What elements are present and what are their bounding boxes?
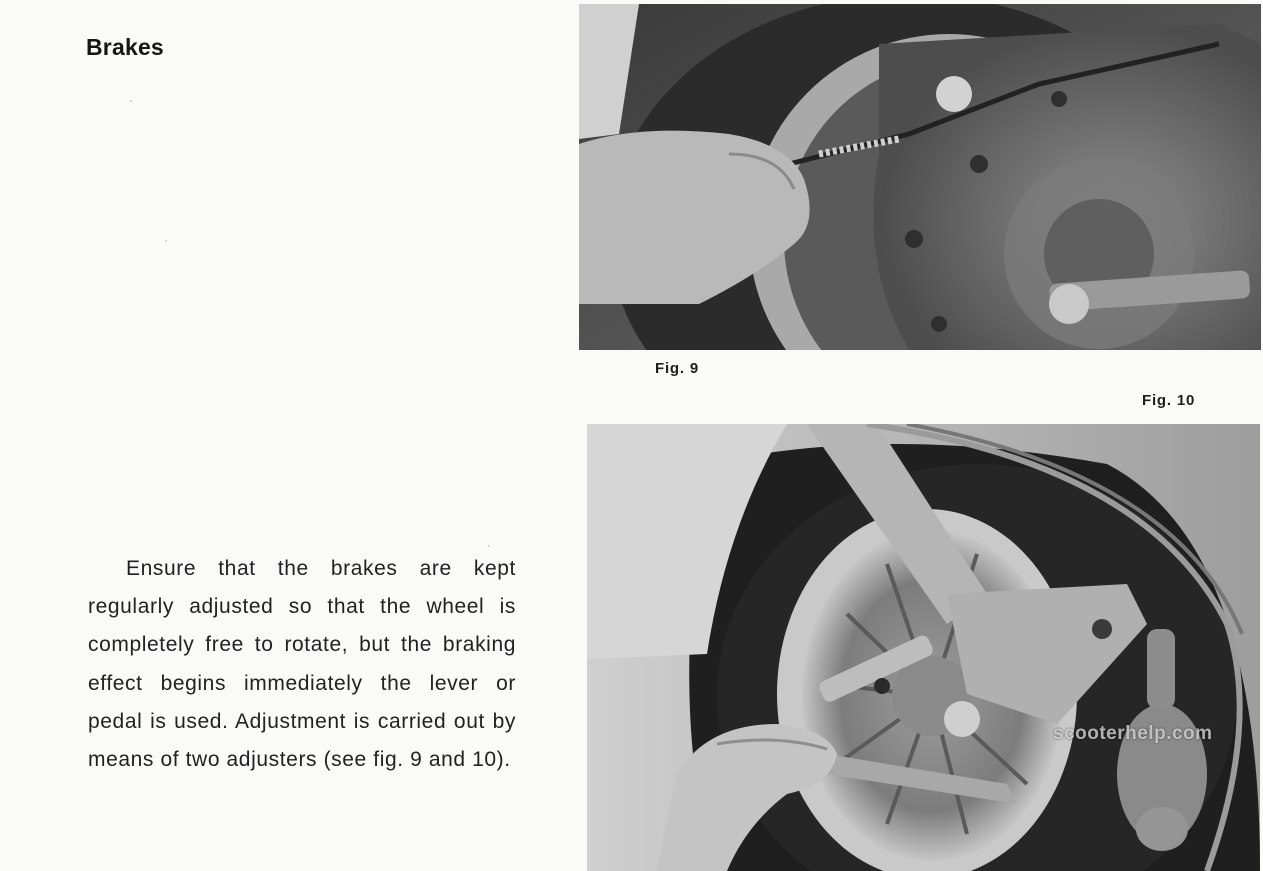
paper-speck: [488, 545, 490, 547]
figure-10-photo: [587, 424, 1260, 871]
figure-9-photo: [579, 4, 1261, 350]
figure-10-caption: Fig. 10: [1142, 392, 1196, 409]
section-heading: Brakes: [86, 34, 164, 60]
paper-speck: [130, 100, 132, 102]
paper-speck: [165, 240, 167, 242]
figure-9-caption: Fig. 9: [655, 360, 699, 377]
instruction-paragraph: Ensure that the brakes are kept regularly adjusted so that the wheel is completely free to rotate, but the braking effect begins immediately the lever or pedal is used. Adjustment is carried out by means of two adjusters (see fig. 9 and 10).: [88, 557, 516, 772]
website-watermark: scooterhelp.com: [1053, 723, 1213, 744]
